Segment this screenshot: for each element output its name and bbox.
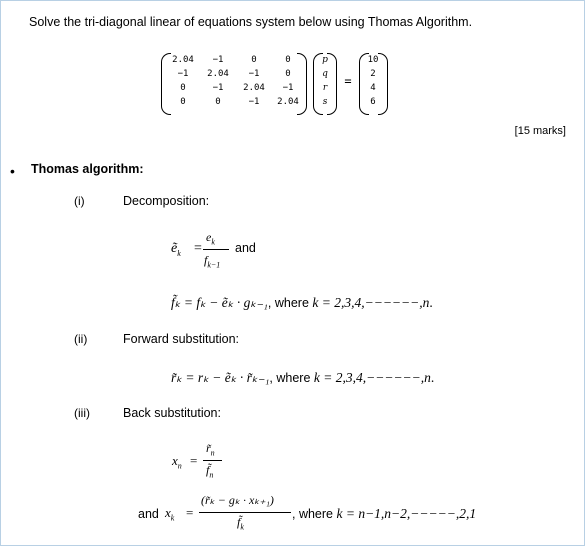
formula-equals: = [186, 505, 194, 520]
marks-label: [15 marks] [514, 125, 566, 137]
problem-statement: Solve the tri-diagonal linear of equations system below using Thomas Algorithm. [29, 15, 473, 29]
bullet-point: • [10, 163, 15, 179]
vector-x-cell: r [322, 83, 328, 93]
formula-sub: k [211, 237, 215, 247]
step-label: Decomposition: [123, 194, 210, 208]
matrix-a-cell: −1 [177, 69, 189, 79]
step-number: (iii) [74, 406, 90, 420]
formula-sub: k [170, 513, 175, 523]
matrix-a-cell: 2.04 [172, 55, 194, 65]
matrix-a-cell: 2.04 [207, 69, 229, 79]
formula-range: k = n−1,n−2,−−−−−,2,1 [336, 506, 477, 521]
formula-sub: n [209, 470, 214, 480]
formula-period: . [429, 295, 433, 310]
vector-b-cell: 10 [367, 55, 379, 65]
formula-f-tilde [171, 294, 433, 312]
formula-expression: r̃ₖ = rₖ − ẽₖ · r̃ₖ₋₁ [171, 370, 270, 385]
fraction-bar [199, 512, 291, 513]
formula-equals: = [194, 241, 202, 256]
vector-x-cell: s [322, 97, 328, 107]
matrix-a-cell: 0 [285, 55, 291, 65]
formula-var: e [206, 230, 212, 244]
formula-equals: = [190, 453, 198, 468]
vector-b-cell: 2 [370, 69, 376, 79]
matrix-a-cell: −1 [212, 55, 224, 65]
step-label: Forward substitution: [123, 332, 240, 346]
formula-var: f̃ [206, 463, 210, 477]
matrix-a-cell: −1 [248, 97, 260, 107]
formula-expression: f̃ₖ = fₖ − ẽₖ · gₖ₋₁ [171, 295, 268, 310]
matrix-a-cell: 0 [180, 97, 186, 107]
matrix-a-cell: 0 [215, 97, 221, 107]
vector-b-cell: 6 [370, 97, 376, 107]
formula-where: , where [292, 507, 337, 521]
formula-var: x [165, 505, 171, 520]
formula-var: f̃ [237, 515, 241, 529]
section-title: Thomas algorithm: [31, 162, 144, 176]
formula-var: f [204, 253, 208, 267]
matrix-a-cell: −1 [212, 83, 224, 93]
matrix-a-cell: −1 [282, 83, 294, 93]
fraction-bar [203, 460, 222, 461]
formula-sub: n [210, 448, 215, 458]
formula-range: k = 2,3,4,−−−−−−,n [313, 370, 431, 385]
step-label: Back substitution: [123, 406, 221, 420]
matrix-a-cell: 2.04 [243, 83, 265, 93]
formula-numerator: (r̃ₖ − gₖ · xₖ₊₁) [201, 493, 274, 507]
step-number: (i) [74, 194, 85, 208]
equals-sign: = [344, 74, 352, 88]
formula-and: and [235, 241, 256, 255]
formula-sub: k [177, 248, 181, 258]
matrix-a-cell: −1 [248, 69, 260, 79]
formula-sub: k−1 [207, 260, 221, 270]
fraction-bar [203, 249, 229, 250]
formula-sub: n [177, 461, 182, 471]
vector-x-cell: p [322, 55, 328, 65]
matrix-a-cell: 0 [251, 55, 257, 65]
formula-sub: k [240, 522, 244, 532]
formula-where: , where [267, 296, 313, 310]
formula-range: k = 2,3,4,−−−−−−,n [312, 295, 430, 310]
formula-period: . [430, 370, 435, 385]
formula-var: ẽ [171, 241, 178, 256]
matrix-a-cell: 0 [285, 69, 291, 79]
vector-b-cell: 4 [370, 83, 376, 93]
step-number: (ii) [74, 332, 88, 346]
formula-where: , where [269, 371, 314, 385]
formula-var: r̃ [206, 441, 211, 455]
vector-x-cell: q [322, 69, 328, 79]
formula-r-tilde [171, 369, 434, 387]
matrix-a-cell: 2.04 [277, 97, 299, 107]
formula-var: x [172, 453, 178, 468]
matrix-a-cell: 0 [180, 83, 186, 93]
formula-and: and [138, 507, 159, 521]
